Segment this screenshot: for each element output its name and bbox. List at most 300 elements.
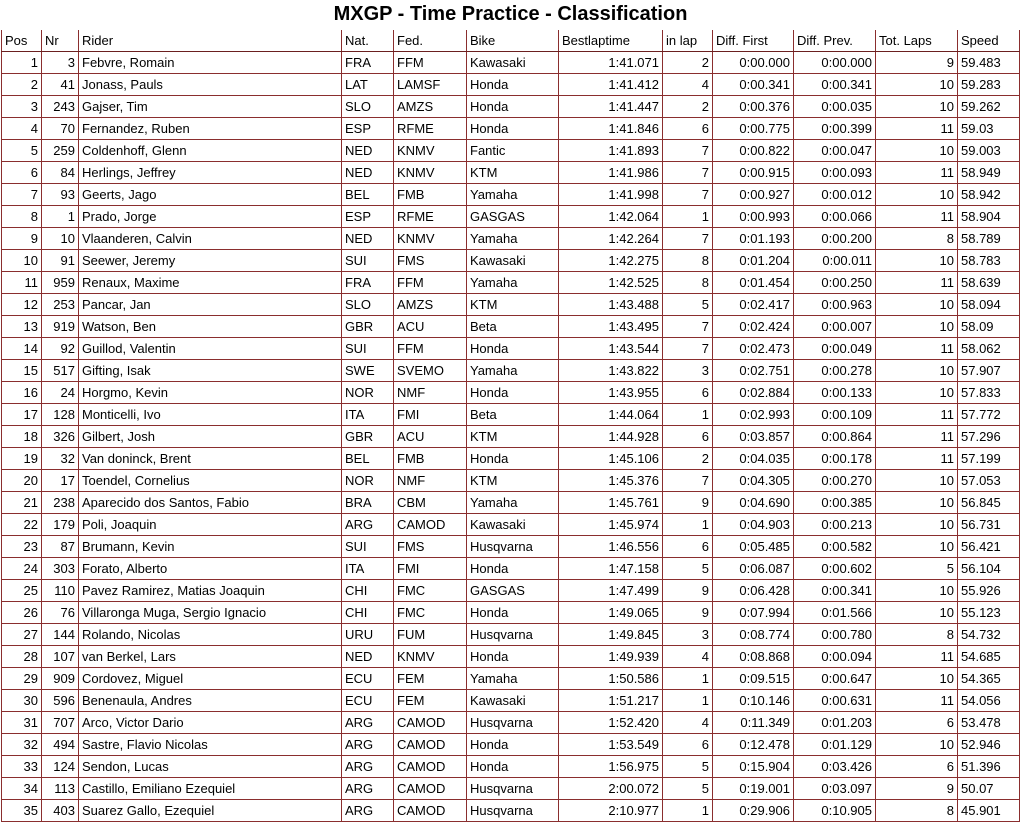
cell-pos: 2 [2,74,42,96]
cell-pos: 28 [2,646,42,668]
cell-fed: FMI [394,558,467,580]
cell-diff-first: 0:00.927 [713,184,794,206]
cell-bestlaptime: 1:41.998 [559,184,663,206]
cell-tot-laps: 10 [876,602,958,624]
cell-nr: 326 [42,426,79,448]
cell-in-lap: 3 [663,624,713,646]
cell-nat: URU [342,624,394,646]
cell-pos: 1 [2,52,42,74]
cell-diff-first: 0:06.428 [713,580,794,602]
cell-nr: 92 [42,338,79,360]
cell-rider: Gilbert, Josh [79,426,342,448]
cell-pos: 27 [2,624,42,646]
cell-nat: GBR [342,316,394,338]
cell-nr: 707 [42,712,79,734]
cell-nat: NOR [342,382,394,404]
cell-rider: Forato, Alberto [79,558,342,580]
cell-nat: BRA [342,492,394,514]
cell-diff-prev: 0:00.133 [794,382,876,404]
cell-bike: Husqvarna [467,624,559,646]
cell-bike: Yamaha [467,360,559,382]
cell-bike: Honda [467,602,559,624]
cell-in-lap: 7 [663,470,713,492]
cell-bike: Yamaha [467,184,559,206]
cell-bestlaptime: 1:45.106 [559,448,663,470]
cell-pos: 33 [2,756,42,778]
cell-nr: 91 [42,250,79,272]
cell-diff-prev: 0:00.270 [794,470,876,492]
cell-in-lap: 4 [663,646,713,668]
cell-bestlaptime: 1:49.065 [559,602,663,624]
cell-fed: FMS [394,250,467,272]
table-row [2,228,1020,250]
cell-bike: GASGAS [467,580,559,602]
cell-rider: Suarez Gallo, Ezequiel [79,800,342,822]
cell-tot-laps: 11 [876,426,958,448]
header-row [2,30,1020,52]
cell-rider: Renaux, Maxime [79,272,342,294]
cell-nr: 1 [42,206,79,228]
cell-diff-first: 0:11.349 [713,712,794,734]
cell-in-lap: 6 [663,382,713,404]
cell-rider: Villaronga Muga, Sergio Ignacio [79,602,342,624]
cell-diff-first: 0:00.775 [713,118,794,140]
cell-bike: KTM [467,294,559,316]
cell-in-lap: 1 [663,404,713,426]
cell-diff-first: 0:01.454 [713,272,794,294]
column-header-diff-prev: Diff. Prev. [794,30,876,52]
cell-rider: Guillod, Valentin [79,338,342,360]
cell-tot-laps: 6 [876,712,958,734]
cell-diff-prev: 0:00.213 [794,514,876,536]
cell-pos: 16 [2,382,42,404]
cell-nat: NED [342,228,394,250]
column-header-in-lap: in lap [663,30,713,52]
table-row [2,140,1020,162]
cell-tot-laps: 10 [876,536,958,558]
cell-nr: 93 [42,184,79,206]
cell-nat: NOR [342,470,394,492]
cell-diff-first: 0:01.204 [713,250,794,272]
table-row [2,514,1020,536]
cell-fed: FMC [394,602,467,624]
cell-rider: Pancar, Jan [79,294,342,316]
cell-nat: FRA [342,52,394,74]
cell-in-lap: 7 [663,140,713,162]
cell-rider: Coldenhoff, Glenn [79,140,342,162]
cell-speed: 59.483 [958,52,1020,74]
cell-rider: Jonass, Pauls [79,74,342,96]
cell-diff-first: 0:05.485 [713,536,794,558]
cell-diff-prev: 0:00.399 [794,118,876,140]
cell-fed: CAMOD [394,734,467,756]
cell-nat: SLO [342,96,394,118]
cell-nat: ITA [342,558,394,580]
cell-pos: 20 [2,470,42,492]
cell-bike: GASGAS [467,206,559,228]
cell-nat: BEL [342,184,394,206]
cell-pos: 21 [2,492,42,514]
cell-diff-first: 0:02.884 [713,382,794,404]
cell-bestlaptime: 1:53.549 [559,734,663,756]
cell-tot-laps: 10 [876,96,958,118]
cell-speed: 56.845 [958,492,1020,514]
table-row [2,580,1020,602]
cell-speed: 57.199 [958,448,1020,470]
cell-nat: ITA [342,404,394,426]
table-row [2,800,1020,822]
cell-diff-first: 0:10.146 [713,690,794,712]
column-header-fed: Fed. [394,30,467,52]
cell-in-lap: 7 [663,228,713,250]
table-row [2,206,1020,228]
cell-speed: 54.365 [958,668,1020,690]
cell-bestlaptime: 1:44.928 [559,426,663,448]
cell-nat: ECU [342,668,394,690]
cell-bike: Kawasaki [467,514,559,536]
cell-rider: Horgmo, Kevin [79,382,342,404]
cell-fed: CAMOD [394,712,467,734]
cell-diff-first: 0:29.906 [713,800,794,822]
cell-speed: 50.07 [958,778,1020,800]
cell-in-lap: 2 [663,448,713,470]
cell-fed: CAMOD [394,514,467,536]
cell-diff-first: 0:12.478 [713,734,794,756]
cell-rider: Arco, Victor Dario [79,712,342,734]
cell-diff-prev: 0:00.035 [794,96,876,118]
cell-fed: FMB [394,184,467,206]
cell-in-lap: 1 [663,800,713,822]
cell-nat: BEL [342,448,394,470]
cell-speed: 59.003 [958,140,1020,162]
cell-pos: 4 [2,118,42,140]
cell-speed: 54.732 [958,624,1020,646]
column-header-nr: Nr [42,30,79,52]
cell-diff-first: 0:02.751 [713,360,794,382]
cell-fed: CAMOD [394,800,467,822]
table-row [2,162,1020,184]
cell-diff-prev: 0:00.250 [794,272,876,294]
cell-fed: FFM [394,52,467,74]
cell-in-lap: 2 [663,52,713,74]
cell-in-lap: 6 [663,734,713,756]
table-row [2,426,1020,448]
cell-bestlaptime: 1:47.158 [559,558,663,580]
cell-tot-laps: 8 [876,624,958,646]
cell-nat: NED [342,162,394,184]
column-header-bike: Bike [467,30,559,52]
cell-nr: 41 [42,74,79,96]
cell-bestlaptime: 1:42.525 [559,272,663,294]
cell-rider: Monticelli, Ivo [79,404,342,426]
cell-bike: Yamaha [467,228,559,250]
cell-bestlaptime: 1:43.488 [559,294,663,316]
table-body [2,52,1020,822]
table-row [2,602,1020,624]
cell-speed: 54.685 [958,646,1020,668]
cell-bike: Honda [467,756,559,778]
column-header-pos: Pos [2,30,42,52]
cell-nr: 517 [42,360,79,382]
cell-bike: Honda [467,734,559,756]
cell-diff-first: 0:00.341 [713,74,794,96]
cell-fed: RFME [394,118,467,140]
column-header-bestlaptime: Bestlaptime [559,30,663,52]
cell-bestlaptime: 1:56.975 [559,756,663,778]
cell-nr: 76 [42,602,79,624]
cell-diff-prev: 0:00.582 [794,536,876,558]
cell-nat: NED [342,140,394,162]
table-row [2,338,1020,360]
cell-tot-laps: 10 [876,184,958,206]
cell-speed: 53.478 [958,712,1020,734]
cell-diff-prev: 0:00.278 [794,360,876,382]
cell-bestlaptime: 1:41.846 [559,118,663,140]
cell-rider: Poli, Joaquin [79,514,342,536]
cell-bestlaptime: 1:41.893 [559,140,663,162]
cell-nr: 253 [42,294,79,316]
cell-rider: Watson, Ben [79,316,342,338]
cell-tot-laps: 6 [876,756,958,778]
cell-bestlaptime: 1:41.447 [559,96,663,118]
cell-nr: 113 [42,778,79,800]
cell-tot-laps: 11 [876,272,958,294]
cell-bike: Husqvarna [467,800,559,822]
cell-nat: SLO [342,294,394,316]
cell-speed: 57.907 [958,360,1020,382]
table-row [2,470,1020,492]
cell-bike: Husqvarna [467,712,559,734]
cell-speed: 58.783 [958,250,1020,272]
cell-tot-laps: 10 [876,734,958,756]
cell-rider: Benenaula, Andres [79,690,342,712]
cell-rider: Toendel, Cornelius [79,470,342,492]
cell-nat: GBR [342,426,394,448]
cell-nat: SUI [342,250,394,272]
cell-speed: 57.833 [958,382,1020,404]
cell-diff-prev: 0:00.341 [794,74,876,96]
cell-bike: KTM [467,470,559,492]
cell-pos: 18 [2,426,42,448]
cell-pos: 30 [2,690,42,712]
cell-fed: FFM [394,272,467,294]
cell-rider: Gajser, Tim [79,96,342,118]
table-row [2,360,1020,382]
column-header-nat: Nat. [342,30,394,52]
cell-tot-laps: 11 [876,646,958,668]
cell-nat: ARG [342,712,394,734]
cell-speed: 58.062 [958,338,1020,360]
cell-speed: 58.942 [958,184,1020,206]
cell-pos: 29 [2,668,42,690]
cell-pos: 34 [2,778,42,800]
cell-nr: 403 [42,800,79,822]
table-row [2,294,1020,316]
cell-diff-first: 0:02.473 [713,338,794,360]
cell-rider: Brumann, Kevin [79,536,342,558]
cell-nr: 959 [42,272,79,294]
cell-fed: NMF [394,470,467,492]
cell-pos: 11 [2,272,42,294]
cell-diff-first: 0:19.001 [713,778,794,800]
cell-bike: Honda [467,646,559,668]
cell-bike: Husqvarna [467,536,559,558]
cell-fed: NMF [394,382,467,404]
cell-bike: Yamaha [467,272,559,294]
cell-diff-first: 0:00.376 [713,96,794,118]
cell-tot-laps: 5 [876,558,958,580]
cell-bike: Yamaha [467,668,559,690]
cell-diff-first: 0:00.000 [713,52,794,74]
cell-nr: 238 [42,492,79,514]
cell-nat: ESP [342,118,394,140]
cell-fed: CBM [394,492,467,514]
cell-in-lap: 7 [663,162,713,184]
cell-bike: Husqvarna [467,778,559,800]
cell-diff-first: 0:15.904 [713,756,794,778]
cell-in-lap: 9 [663,492,713,514]
cell-bike: Kawasaki [467,250,559,272]
cell-rider: Sendon, Lucas [79,756,342,778]
cell-bestlaptime: 1:41.412 [559,74,663,96]
cell-rider: van Berkel, Lars [79,646,342,668]
cell-pos: 22 [2,514,42,536]
cell-bestlaptime: 1:45.974 [559,514,663,536]
cell-speed: 56.731 [958,514,1020,536]
cell-nat: SUI [342,536,394,558]
cell-diff-prev: 0:00.007 [794,316,876,338]
cell-nr: 179 [42,514,79,536]
cell-tot-laps: 10 [876,668,958,690]
cell-rider: Herlings, Jeffrey [79,162,342,184]
cell-rider: Geerts, Jago [79,184,342,206]
cell-diff-prev: 0:03.097 [794,778,876,800]
cell-nat: ESP [342,206,394,228]
cell-bike: Kawasaki [467,52,559,74]
table-row [2,404,1020,426]
cell-diff-first: 0:00.822 [713,140,794,162]
cell-in-lap: 5 [663,294,713,316]
cell-pos: 13 [2,316,42,338]
cell-diff-prev: 0:00.178 [794,448,876,470]
cell-rider: Aparecido dos Santos, Fabio [79,492,342,514]
cell-tot-laps: 11 [876,448,958,470]
table-row [2,712,1020,734]
cell-fed: LAMSF [394,74,467,96]
cell-in-lap: 7 [663,316,713,338]
cell-diff-first: 0:04.903 [713,514,794,536]
cell-rider: Febvre, Romain [79,52,342,74]
table-row [2,382,1020,404]
table-row [2,316,1020,338]
cell-fed: KNMV [394,228,467,250]
cell-pos: 9 [2,228,42,250]
table-row [2,448,1020,470]
cell-rider: Van doninck, Brent [79,448,342,470]
cell-bike: Honda [467,118,559,140]
cell-speed: 58.949 [958,162,1020,184]
cell-nat: ARG [342,514,394,536]
cell-rider: Rolando, Nicolas [79,624,342,646]
cell-tot-laps: 10 [876,492,958,514]
table-row [2,690,1020,712]
cell-diff-prev: 0:00.049 [794,338,876,360]
cell-bike: Beta [467,316,559,338]
classification-table [1,30,1020,822]
cell-nr: 17 [42,470,79,492]
cell-pos: 8 [2,206,42,228]
cell-tot-laps: 10 [876,382,958,404]
cell-pos: 35 [2,800,42,822]
cell-bike: Fantic [467,140,559,162]
cell-tot-laps: 10 [876,74,958,96]
cell-bestlaptime: 1:42.264 [559,228,663,250]
cell-nr: 243 [42,96,79,118]
table-row [2,96,1020,118]
cell-in-lap: 7 [663,184,713,206]
cell-bestlaptime: 1:45.761 [559,492,663,514]
cell-in-lap: 5 [663,558,713,580]
cell-pos: 17 [2,404,42,426]
cell-nat: ARG [342,734,394,756]
table-row [2,734,1020,756]
cell-tot-laps: 10 [876,140,958,162]
cell-pos: 31 [2,712,42,734]
cell-nat: ARG [342,778,394,800]
cell-rider: Prado, Jorge [79,206,342,228]
cell-diff-first: 0:04.035 [713,448,794,470]
cell-diff-prev: 0:00.385 [794,492,876,514]
cell-nat: LAT [342,74,394,96]
cell-pos: 15 [2,360,42,382]
cell-rider: Gifting, Isak [79,360,342,382]
cell-in-lap: 9 [663,580,713,602]
cell-fed: RFME [394,206,467,228]
cell-bike: Honda [467,382,559,404]
cell-diff-prev: 0:00.200 [794,228,876,250]
cell-fed: KNMV [394,162,467,184]
cell-rider: Vlaanderen, Calvin [79,228,342,250]
cell-in-lap: 4 [663,74,713,96]
cell-fed: KNMV [394,646,467,668]
cell-bestlaptime: 1:42.275 [559,250,663,272]
table-row [2,52,1020,74]
cell-tot-laps: 11 [876,206,958,228]
table-row [2,646,1020,668]
table-row [2,624,1020,646]
cell-fed: ACU [394,426,467,448]
cell-in-lap: 1 [663,206,713,228]
cell-nr: 3 [42,52,79,74]
cell-nat: FRA [342,272,394,294]
cell-in-lap: 8 [663,250,713,272]
cell-nr: 596 [42,690,79,712]
cell-rider: Castillo, Emiliano Ezequiel [79,778,342,800]
cell-tot-laps: 10 [876,514,958,536]
cell-in-lap: 7 [663,338,713,360]
cell-rider: Seewer, Jeremy [79,250,342,272]
cell-fed: FFM [394,338,467,360]
cell-bike: Honda [467,96,559,118]
cell-diff-prev: 0:01.566 [794,602,876,624]
cell-diff-prev: 0:00.000 [794,52,876,74]
cell-bestlaptime: 2:00.072 [559,778,663,800]
cell-rider: Fernandez, Ruben [79,118,342,140]
cell-tot-laps: 10 [876,294,958,316]
cell-rider: Sastre, Flavio Nicolas [79,734,342,756]
cell-diff-first: 0:02.417 [713,294,794,316]
column-header-diff-first: Diff. First [713,30,794,52]
